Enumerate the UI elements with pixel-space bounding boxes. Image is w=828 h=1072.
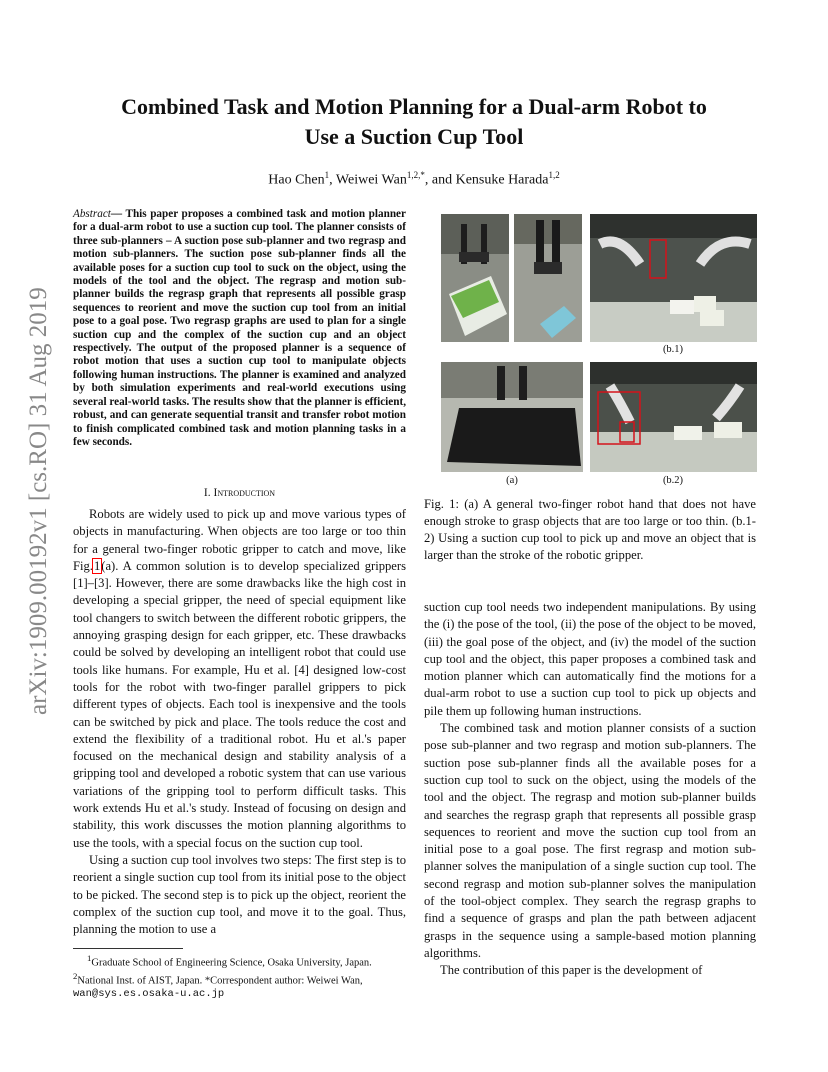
author-separator: , [329,172,336,188]
abstract-text: This paper proposes a combined task and motion planner for a dual-arm robot to use a suction cup tool. The planner consists of three sub-planners – A suction pose sub-planner and two regrasp and motion sub-planners. The suction pose sub-planner finds all the available poses for a suction cup tool to suck on the object, using the models of the tool and the object. The regrasp and motion sub-planner builds the regrasp graph that represents all possible grasp sequences to reorient and move the suction cup tool from an initial pose to a goal pose. Two regrasp graphs are used to plan for a single suction cup and the complex of the suction cup and an object respectively. The output of the proposed planner is a sequence of robot motion that uses a suction cup tool to manipulate objects following human instructions. The planner is examined and analyzed by both simulation experiments and real-world executions using several real-world tasks. The results show that the planner is efficient, robust, and can generate sequential transit and transfer robot motion to finish complicated combined task and motion planning tasks in a few seconds. [73,208,406,448]
abstract [73,208,406,449]
author-list [60,170,768,189]
section-heading [73,487,406,499]
body-paragraph: Using a suction cup tool involves two steps: The first step is to reorient a single suction cup tool from its initial pose to the object to be picked. The second step is to pick up the object, reorient the complex of the suction cup tool, and move it to the goal. Thus, planning the motion to use a [73,852,406,937]
title-line-2: Use a Suction Cup Tool [304,124,524,149]
figure-label-a: (a) [506,475,518,486]
author-name: Kensuke Harada [455,172,549,188]
footnote-line [73,952,406,970]
footnote-text: National Inst. of AIST, Japan. *Correspondent author: Weiwei Wan, [77,975,363,986]
figure-label-b2: (b.2) [662,475,684,486]
figure-photo-b1 [590,214,757,342]
figure-label-b1: (b.1) [662,344,684,355]
arxiv-identifier: arXiv:1909.00192v1 [cs.RO] 31 Aug 2019 [25,287,52,715]
footnote-mark: 2 [73,970,78,981]
paragraph-text: Robots are widely used to pick up and move various types of objects in manufacturing. When objects are too large or too thin for a general two-finger robotic gripper to catch and move, like Fig. [73,507,406,573]
author-name: Hao Chen [268,172,325,188]
intro-right-column [424,599,756,980]
author-name: Weiwei Wan [335,172,407,188]
abstract-dash: — [110,208,126,220]
section-number: I. [203,487,214,499]
figure-photo-a3 [441,362,583,472]
title-line-1: Combined Task and Motion Planning for a Dual-arm Robot to [121,94,707,119]
intro-left-column [73,506,406,938]
figure-photo-a2 [514,214,582,342]
footnote-text: Graduate School of Engineering Science, Osaka University, Japan. [91,957,372,969]
author-affiliation-mark: 1,2,* [406,170,425,180]
figure-reference-link[interactable]: 1 [93,558,101,573]
paragraph-text: (a). A common solution is to develop specialized grippers [1]–[3]. However, there are some drawbacks like the high cost in developing a special gripper, the need of special equipment like tool changers to switch between the different robotic grippers, the annoying grasping design for each gripper, etc. These drawbacks could be solved by developing an intelligent robot that could use tools like humans. For example, Hu et al. [4] designed low-cost tools for the robot with two-finger parallel grippers to pick different types of objects. Each tool is inexpensive and the tools can be switched by pick and place. The tools reduce the cost and extend the flexibility of a traditional robot. Hu et al.'s paper focused on the mechanical design and stability analysis of a gripping tool and developed a robotic system that can use various variations of the gripping tool to perform difficult tasks. This work extends Hu et al.'s study. Instead of focusing on design and stability, this work discusses the motion planning algorithms to use the tools, with a special focus on the suction cup tool. [73,558,406,850]
footnote-rule [73,948,183,949]
paper-title [60,92,768,152]
author-email: wan@sys.es.osaka-u.ac.jp [73,988,225,1000]
author-separator: , and [424,172,456,188]
section-title: Introduction [213,487,276,499]
author-affiliation-mark: 1 [324,170,330,180]
abstract-label: Abstract [73,208,111,220]
body-paragraph: The contribution of this paper is the development of [440,963,703,978]
body-paragraph: suction cup tool needs two independent manipulations. By using the (i) the pose of the tool, (ii) the pose of the object to be moved, (iii) the goal pose of the object, and (iv) the model of the suction cup tool and the object, this paper proposes a combined task and motion planner which can automatically find the motions for a dual-arm robot to use a suction cup tool to pick up objects and pile them up following human instructions. [424,600,756,718]
footnote-line [73,987,406,1001]
footnote [73,952,406,1001]
figure-photo-a1 [441,214,509,342]
arxiv-side-stamp [6,260,62,720]
body-paragraph: The combined task and motion planner consists of a suction pose sub-planner and two regrasp and motion sub-planners. The suction pose sub-planner finds all the available poses for a suction cup tool to suck on the object, using the models of the tool and the object. The regrasp and motion sub-planner builds and searches the regrasp graph that represents all possible grasp sequences to reorient and move the suction cup tool from an initial pose to a goal pose. The first regrasp and motion sub-planner solves the manipulation of a single suction cup tool. The second regrasp and motion sub-planner solves the manipulation of the tool-object complex. They search the regrasp graphs to find a sequence of grasps and plan the path between adjacent grasps in the sequence using a sample-based motion planning algorithms. [424,721,756,960]
figure-caption: Fig. 1: (a) A general two-finger robot hand that does not have enough stroke to grasp objects that are too large or too thin. (b.1-2) Using a suction cup tool to pick up and move an object that is larger than the stroke of the robotic gripper. [424,497,756,562]
footnote-mark: 1 [87,953,92,963]
figure-photo-b2 [590,362,757,472]
footnote-line [73,970,406,988]
body-paragraph [73,506,406,852]
author-affiliation-mark: 1,2 [548,170,560,180]
